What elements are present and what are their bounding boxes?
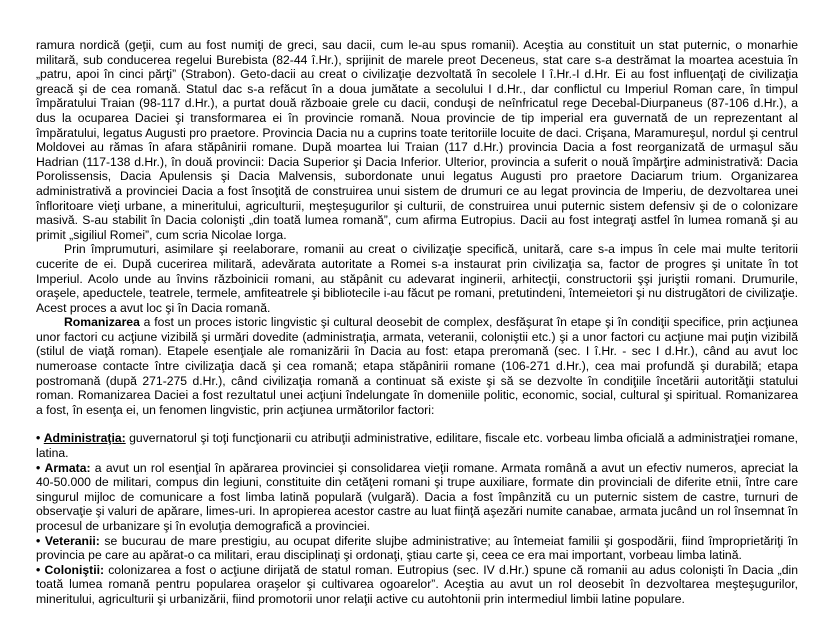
bullet-icon: • xyxy=(36,533,41,548)
romanization-text: a fost un proces istoric lingvistic şi cultural deosebit de complex, desfăşurat în etape şi în condiţii specifice, prin acţiunea unor factori cu acţiune vizibilă şi urmări dovedite (administraţia, armata, veteranii, coloniştii etc.) şi a unor factori cu acţiune mai puţin vizibilă (stilul de viaţă roman). Etapele esenţiale ale romanizării în Dacia au fost: etapa preromană (sec. I î.Hr. - sec I d.Hr.), când au avut loc numeroase contacte între civilizaţia dacă şi cea romană; etapa stăpânirii romane (106-271 d.Hr.), cea mai profundă şi durabilă; etapa postromană (după 271-275 d.Hr.), când civilizaţia romană a continuat să existe şi să se dezvolte în condiţiile încetării autorităţii statului roman. Romanizarea Daciei a fost rezultatul unei acţiuni îndelungate în domeniile politic, economic, social, cultural şi spiritual. Romanizarea a fost, în esenţa ei, un fenomen lingvistic, prin acţiunea următorilor factori: xyxy=(36,315,798,417)
paragraph-romanization xyxy=(36,315,798,417)
factor-text: guvernatorul şi toţi funcţionarii cu atribuţii administrative, edilitare, fiscale etc. vorbeau limba oficială a administraţiei romane, latina. xyxy=(36,431,798,461)
factor-text: a avut un rol esenţial în apărarea provinciei şi consolidarea vieţii romane. Armata română a avut un efectiv numeros, apreciat la 40-50.000 de militari, compus din legiuni, constituite din cetăţeni romani şi trupe auxiliare, formate din provinciali de diferite etnii, între care singurul mijloc de comunicare a fost limba latină populară (vulgară). Dacia a fost împânzită cu un puternic sistem de castre, turnuri de observaţie şi valuri de apărare, limes-uri. In apropierea acestor castre au luat fiinţă aşezări numite canabae, armata jucând un rol însemnat în procesul de urbanizare şi în evoluţia demografică a provinciei. xyxy=(36,460,798,533)
factor-item-army xyxy=(36,461,798,534)
factor-term: Armata: xyxy=(44,460,91,475)
factor-term: Administraţia: xyxy=(43,431,126,446)
bullet-icon: • xyxy=(36,460,41,475)
paragraph-dacia-history: ramura nordică (geţii, cum au fost numiţi de greci, sau dacii, cum le-au spus romanii). Aceştia au constituit un stat puternic, o monarhie militară, sub conducerea regelui Burebista (82-44 î.Hr.), sprijinit de marele preot Deceneus, stat care s-a destrămat la moartea acestuia în „patru, apoi în cinci părţi” (Strabon). Geto-dacii au creat o civilizaţie dezvoltată în secolele I î.Hr.-I d.Hr. Ei au fost influenţaţi de civilizaţia greacă şi de cea romană. Statul dac s-a refăcut în a doua jumătate a secolului I d.Hr., dar conflictul cu Imperiul Roman care, în timpul împăratului Traian (98-117 d.Hr.), a purtat două războaie grele cu dacii, conduşi de neînfricatul rege Decebal-Diurpaneus (87-106 d.Hr.), a dus la ocuparea Daciei şi transformarea ei în provincie romană. Noua provincie de tip imperial era guvernată de un reprezentant al împăratului, legatus Augusti pro praetore. Provincia Dacia nu a cuprins toate teritoriile locuite de daci. Crişana, Maramureşul, nordul şi centrul Moldovei au rămas în afara stăpânirii romane. După moartea lui Traian (117 d.Hr.) provincia Dacia a fost reorganizată de urmaşul său Hadrian (117-138 d.Hr.), în două provincii: Dacia Superior şi Dacia Inferior. Ulterior, provincia a suferit o nouă împărţire administrativă: Dacia Porolissensis, Dacia Apulensis şi Dacia Malvensis, subordonate unui legatus Augusti pro praetore Daciarum trium. Organizarea administrativă a provinciei Dacia a fost însoţită de construirea unui sistem de drumuri ce au legat provincia de Imperiu, de dezvoltarea unei înfloritoare vieţi urbane, a mineritului, agriculturii, meşteşugurilor şi culturii, de construirea unui puternic sistem defensiv şi de o colonizare masivă. S-au stabilit în Dacia colonişti „din toată lumea romană”, cum afirma Eutropius. Dacii au fost integraţi astfel în lumea romană şi au primit „sigiliul Romei”, cum scria Nicolae Iorga. xyxy=(36,38,798,242)
bullet-icon: • xyxy=(36,562,41,577)
factor-term: Coloniştii: xyxy=(44,562,105,577)
factor-item-veterans xyxy=(36,534,798,563)
paragraph-roman-civilization: Prin împrumuturi, asimilare şi reelaborare, romanii au creat o civilizaţie specifică, unitară, care s-a impus în cele mai multe teritorii cucerite de ei. După cucerirea militară, adevărata autoritate a Romei s-a instaurat prin civilizaţia sa, factor de progres şi unitate în tot Imperiul. Acolo unde au învins războinicii romani, au stăpânit cu adevarat inginerii, arhitecţii, constructorii şşi juriştii romani. Drumurile, oraşele, apeductele, teatrele, termele, amfiteatrele şi bibliotecile i-au făcut pe romani, pretutindeni, întemeietori şi nu distrugători de civilizaţie. Acest proces a avut loc şi în Dacia romană. xyxy=(36,242,798,315)
factor-term: Veteranii: xyxy=(44,533,100,548)
romanization-term: Romanizarea xyxy=(64,315,140,330)
factor-text: colonizarea a fost o acţiune dirijată de statul roman. Eutropius (sec. IV d.Hr.) spune că romanii au adus colonişti în Dacia „din toată lumea romană pentru popularea oraşelor şi cultivarea ogoarelor”. Aceştia au avut un rol deosebit în dezvoltarea meşteşugurilor, mineritului, agriculturii şi urbanizării, fiind promotorii unor relaţii active cu autohtonii prin intermediul limbii latine populare. xyxy=(36,562,798,606)
factor-item-colonists xyxy=(36,563,798,607)
spacer xyxy=(36,417,798,431)
bullet-icon: • xyxy=(36,431,41,446)
factor-text: se bucurau de mare prestigiu, au ocupat diferite slujbe administrative; au întemeiat familii şi gospodării, fiind împroprietăriţi în provincia pe care au apărat-o ca militari, erau disciplinaţi şi ordonaţi, ştiau carte şi, ceea ce era mai important, vorbeau limba latină. xyxy=(36,533,799,563)
document-page xyxy=(36,38,798,607)
factor-item-administration xyxy=(36,431,798,460)
